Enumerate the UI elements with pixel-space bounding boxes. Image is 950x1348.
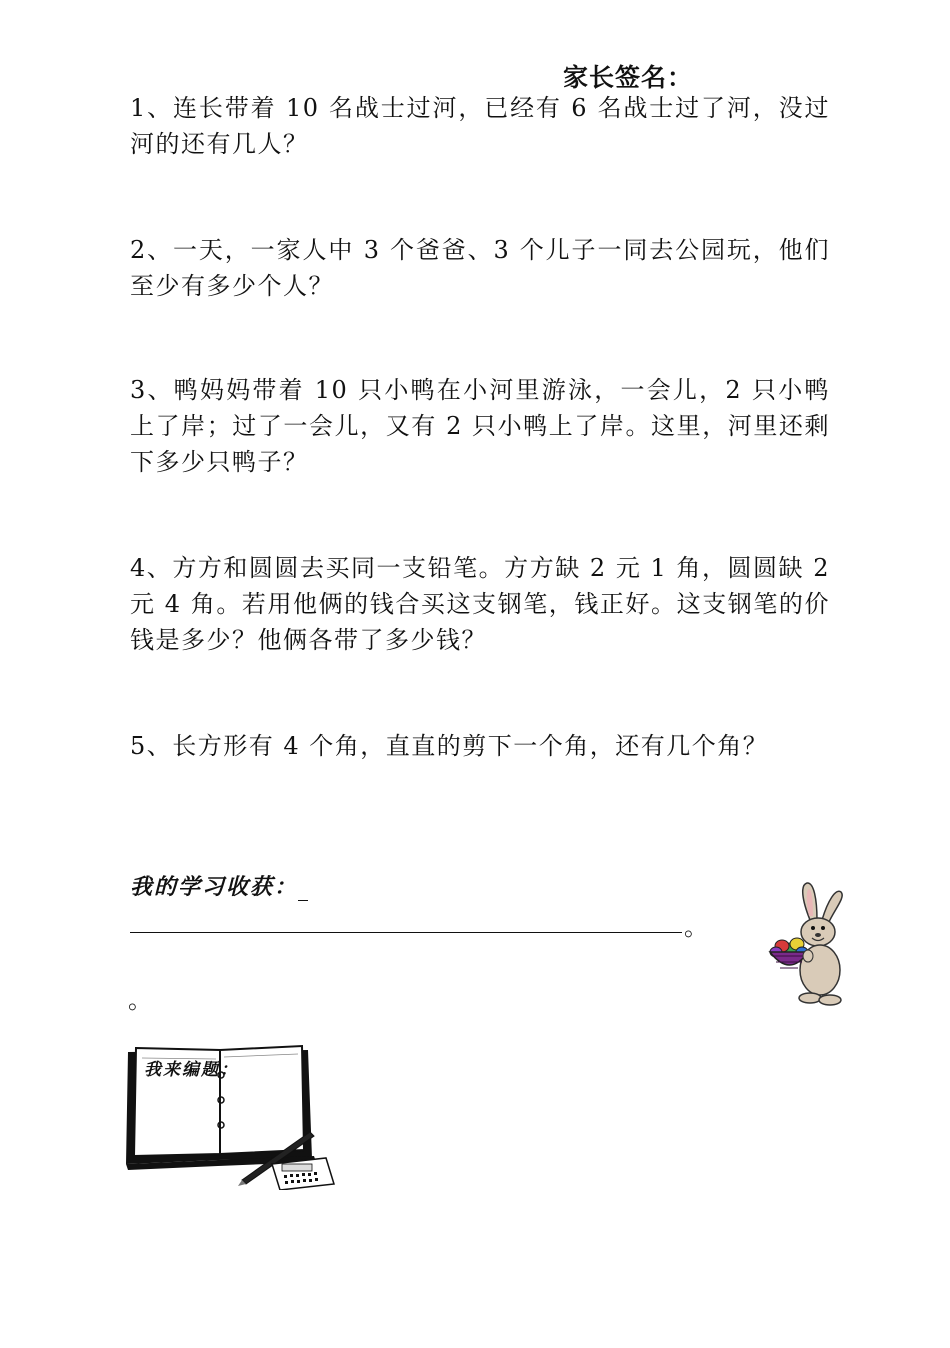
harvest-blank-short[interactable] (298, 880, 308, 901)
question-4: 4、方方和圆圆去买同一支铅笔。方方缺 2 元 1 角，圆圆缺 2 元 4 角。若用他俩的钱合买这支钢笔，钱正好。这支钢笔的价钱是多少？他俩各带了多少钱？ (130, 554, 830, 654)
harvest-answer-line[interactable] (130, 932, 682, 933)
harvest-end-mark: 。 (684, 913, 708, 941)
rabbit-with-easter-eggs-icon (762, 880, 852, 1010)
learning-harvest-heading (130, 870, 308, 901)
harvest-second-mark: 。 (128, 986, 152, 1014)
question-1: 1、连长带着 10 名战士过河，已经有 6 名战士过了河，没过河的还有几人？ (130, 94, 830, 158)
question-2: 2、一天，一家人中 3 个爸爸、3 个儿子一同去公园玩，他们至少有多少个人？ (130, 236, 830, 300)
question-5: 5、长方形有 4 个角，直直的剪下一个角，还有几个角？ (130, 732, 769, 760)
compose-question-label: 我来编题： (144, 1060, 239, 1080)
calculator-icon (272, 1158, 334, 1190)
parent-signature-label: 家长签名： (563, 63, 694, 92)
question-3: 3、鸭妈妈带着 10 只小鸭在小河里游泳，一会儿，2 只小鸭上了岸；过了一会儿，又有 2 只小鸭上了岸。这里，河里还剩下多少只鸭子？ (130, 376, 830, 476)
learning-harvest-label: 我的学习收获： (130, 875, 299, 900)
